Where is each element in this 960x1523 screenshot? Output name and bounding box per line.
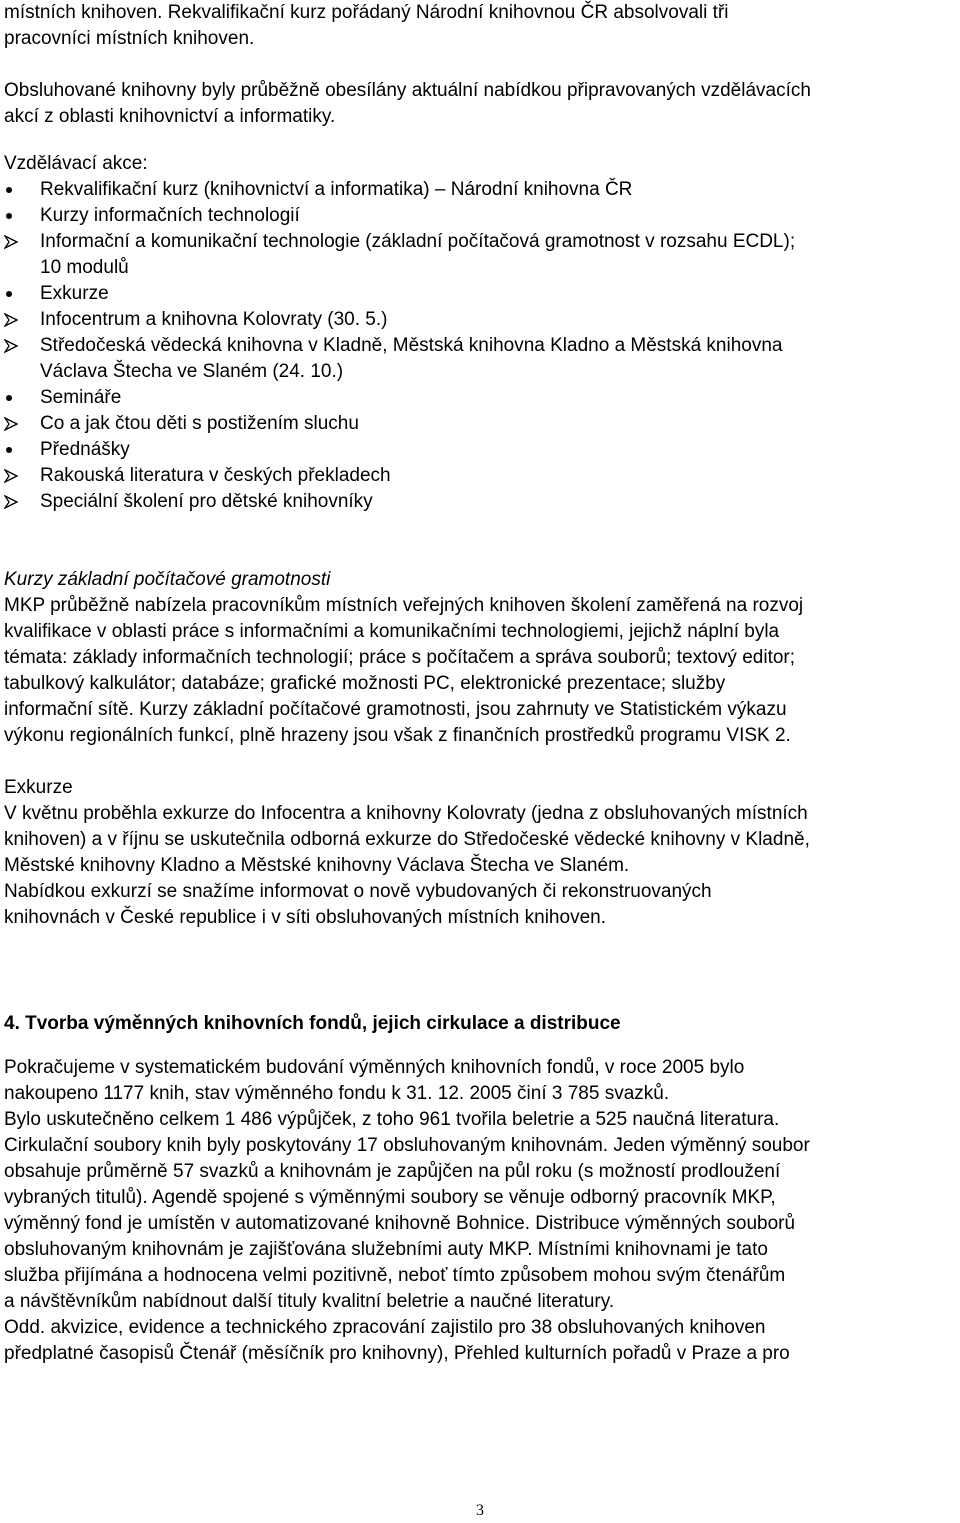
text-line: Obsluhované knihovny byly průběžně obesílány aktuální nabídkou připravovaných vzdělávacích <box>4 80 811 101</box>
bullet-dot-icon <box>6 447 12 453</box>
bullet-dot-icon <box>6 395 12 401</box>
list-item-text <box>40 489 373 515</box>
list-item <box>4 203 960 229</box>
text-line: tabulkový kalkulátor; databáze; grafické možnosti PC, elektronické prezentace; služby <box>4 673 726 694</box>
text-line: MKP průběžně nabízela pracovníkům místních veřejných knihoven školení zaměřená na rozvoj <box>4 595 804 616</box>
bullet-dot-icon <box>6 291 12 297</box>
list-item <box>4 307 960 333</box>
bullet-icon <box>4 437 40 463</box>
text-line: služba přijímána a hodnocena velmi pozitivně, neboť tímto způsobem mohou svým čtenářům <box>4 1265 786 1286</box>
list-item <box>4 385 960 411</box>
education-label: Vzdělávací akce: <box>4 153 148 174</box>
text-line: Co a jak čtou děti s postižením sluchu <box>40 413 359 434</box>
text-line: a návštěvníkům nabídnout další tituly kvalitní beletrie a naučné literatury. <box>4 1291 615 1312</box>
text-line: výkonu regionálních funkcí, plně hrazeny jsou však z finančních prostředků programu VISK 2. <box>4 725 791 746</box>
bullet-icon <box>4 385 40 411</box>
arrow-bullet-icon <box>4 229 40 255</box>
arrowhead-icon <box>4 313 18 327</box>
spacer <box>4 1037 960 1055</box>
text-line: kvalifikace v oblasti práce s informačními a komunikačními technologiemi, jejichž náplní byla <box>4 621 780 642</box>
section-title: Exkurze <box>4 777 73 798</box>
list-item-text <box>40 333 782 385</box>
list-item-text <box>40 437 130 463</box>
spacer <box>4 749 960 775</box>
document-page <box>4 0 960 1367</box>
text-line: Nabídkou exkurzí se snažíme informovat o nově vybudovaných či rekonstruovaných <box>4 881 712 902</box>
text-line: obsluhovaným knihovnám je zajišťována služebními auty MKP. Místními knihovnami je tato <box>4 1239 768 1260</box>
spacer <box>4 515 960 567</box>
text-line: knihoven) a v říjnu se uskutečnila odborná exkurze do Středočeské vědecké knihovny v Kladně, <box>4 829 810 850</box>
list-item <box>4 411 960 437</box>
text-line: obsahuje průměrně 57 svazků a knihovnám je zapůjčen na půl roku (s možností prodloužení <box>4 1161 781 1182</box>
text-line: Bylo uskutečněno celkem 1 486 výpůjček, z toho 961 tvořila beletrie a 525 naučná literatura. <box>4 1109 780 1130</box>
arrow-bullet-icon <box>4 489 40 515</box>
text-line: výměnný fond je umístěn v automatizované knihovně Bohnice. Distribuce výměnných souborů <box>4 1213 796 1234</box>
list-item-text <box>40 385 121 411</box>
arrow-bullet-icon <box>4 411 40 437</box>
arrowhead-icon <box>4 495 18 509</box>
section-body <box>4 1055 960 1367</box>
list-item-text <box>40 229 795 281</box>
text-line: informační sítě. Kurzy základní počítačové gramotnosti, jsou zahrnuty ve Statistickém výkazu <box>4 699 787 720</box>
section-4 <box>4 1011 960 1367</box>
education-section <box>4 151 960 515</box>
list-item-text <box>40 307 387 333</box>
list-item <box>4 177 960 203</box>
list-item <box>4 281 960 307</box>
text-line: Středočeská vědecká knihovna v Kladně, Městská knihovna Kladno a Městská knihovna <box>40 335 783 356</box>
intro-paragraph-2 <box>4 78 960 130</box>
text-line: Městské knihovny Kladno a Městské knihovny Václava Štecha ve Slaném. <box>4 855 630 876</box>
list-item <box>4 333 960 385</box>
section-body <box>4 593 960 749</box>
spacer <box>4 931 960 1011</box>
arrow-bullet-icon <box>4 463 40 489</box>
section-body <box>4 801 960 931</box>
text-line: V květnu proběhla exkurze do Infocentra a knihovny Kolovraty (jedna z obsluhovaných místních <box>4 803 808 824</box>
text-line: Kurzy informačních technologií <box>40 205 300 226</box>
list-item-text <box>40 411 359 437</box>
text-line: místních knihoven. Rekvalifikační kurz pořádaný Národní knihovnou ČR absolvovali tři <box>4 2 729 23</box>
text-line: nakoupeno 1177 knih, stav výměnného fondu k 31. 12. 2005 činí 3 785 svazků. <box>4 1083 670 1104</box>
list-item <box>4 463 960 489</box>
arrowhead-icon <box>4 417 18 431</box>
arrowhead-icon <box>4 469 18 483</box>
spacer <box>4 130 960 151</box>
text-line: Odd. akvizice, evidence a technického zpracování zajistilo pro 38 obsluhovaných knihoven <box>4 1317 766 1338</box>
list-item <box>4 229 960 281</box>
bullet-icon <box>4 177 40 203</box>
list-item-text <box>40 281 109 307</box>
bullet-icon <box>4 203 40 229</box>
arrow-bullet-icon <box>4 333 40 359</box>
education-list <box>4 177 960 515</box>
bullet-icon <box>4 281 40 307</box>
text-line: Informační a komunikační technologie (základní počítačová gramotnost v rozsahu ECDL); <box>40 231 796 252</box>
text-line: 10 modulů <box>40 257 129 278</box>
text-line: předplatné časopisů Čtenář (měsíčník pro knihovny), Přehled kulturních pořadů v Praze a pro <box>4 1343 790 1364</box>
section-title: Kurzy základní počítačové gramotnosti <box>4 569 331 590</box>
computer-courses-section <box>4 567 960 749</box>
text-line: témata: základy informačních technologií; práce s počítačem a správa souborů; textový editor; <box>4 647 796 668</box>
excursions-section <box>4 775 960 931</box>
list-item-text <box>40 463 391 489</box>
text-line: Přednášky <box>40 439 130 460</box>
text-line: pracovníci místních knihoven. <box>4 28 255 49</box>
text-line: Speciální školení pro dětské knihovníky <box>40 491 373 512</box>
list-item <box>4 489 960 515</box>
text-line: Exkurze <box>40 283 109 304</box>
bullet-dot-icon <box>6 187 12 193</box>
page-number: 3 <box>476 1502 484 1519</box>
text-line: vybraných titulů). Agendě spojené s výměnnými soubory se věnuje odborný pracovník MKP, <box>4 1187 776 1208</box>
list-item-text <box>40 177 632 203</box>
list-item-text <box>40 203 300 229</box>
text-line: Infocentrum a knihovna Kolovraty (30. 5.) <box>40 309 388 330</box>
arrow-bullet-icon <box>4 307 40 333</box>
arrowhead-icon <box>4 339 18 353</box>
text-line: Václava Štecha ve Slaném (24. 10.) <box>40 361 344 382</box>
arrowhead-icon <box>4 235 18 249</box>
text-line: Pokračujeme v systematickém budování výměnných knihovních fondů, v roce 2005 bylo <box>4 1057 745 1078</box>
spacer <box>4 52 960 78</box>
text-line: Semináře <box>40 387 122 408</box>
text-line: Rekvalifikační kurz (knihovnictví a informatika) – Národní knihovna ČR <box>40 179 633 200</box>
list-item <box>4 437 960 463</box>
text-line: Cirkulační soubory knih byly poskytovány 17 obsluhovaným knihovnám. Jeden výměnný soubor <box>4 1135 810 1156</box>
text-line: knihovnách v České republice i v síti obsluhovaných místních knihoven. <box>4 907 606 928</box>
text-line: akcí z oblasti knihovnictví a informatiky. <box>4 106 336 127</box>
bullet-dot-icon <box>6 213 12 219</box>
text-line: Rakouská literatura v českých překladech <box>40 465 391 486</box>
intro-paragraph <box>4 0 960 52</box>
section-heading: 4. Tvorba výměnných knihovních fondů, jejich cirkulace a distribuce <box>4 1013 621 1034</box>
